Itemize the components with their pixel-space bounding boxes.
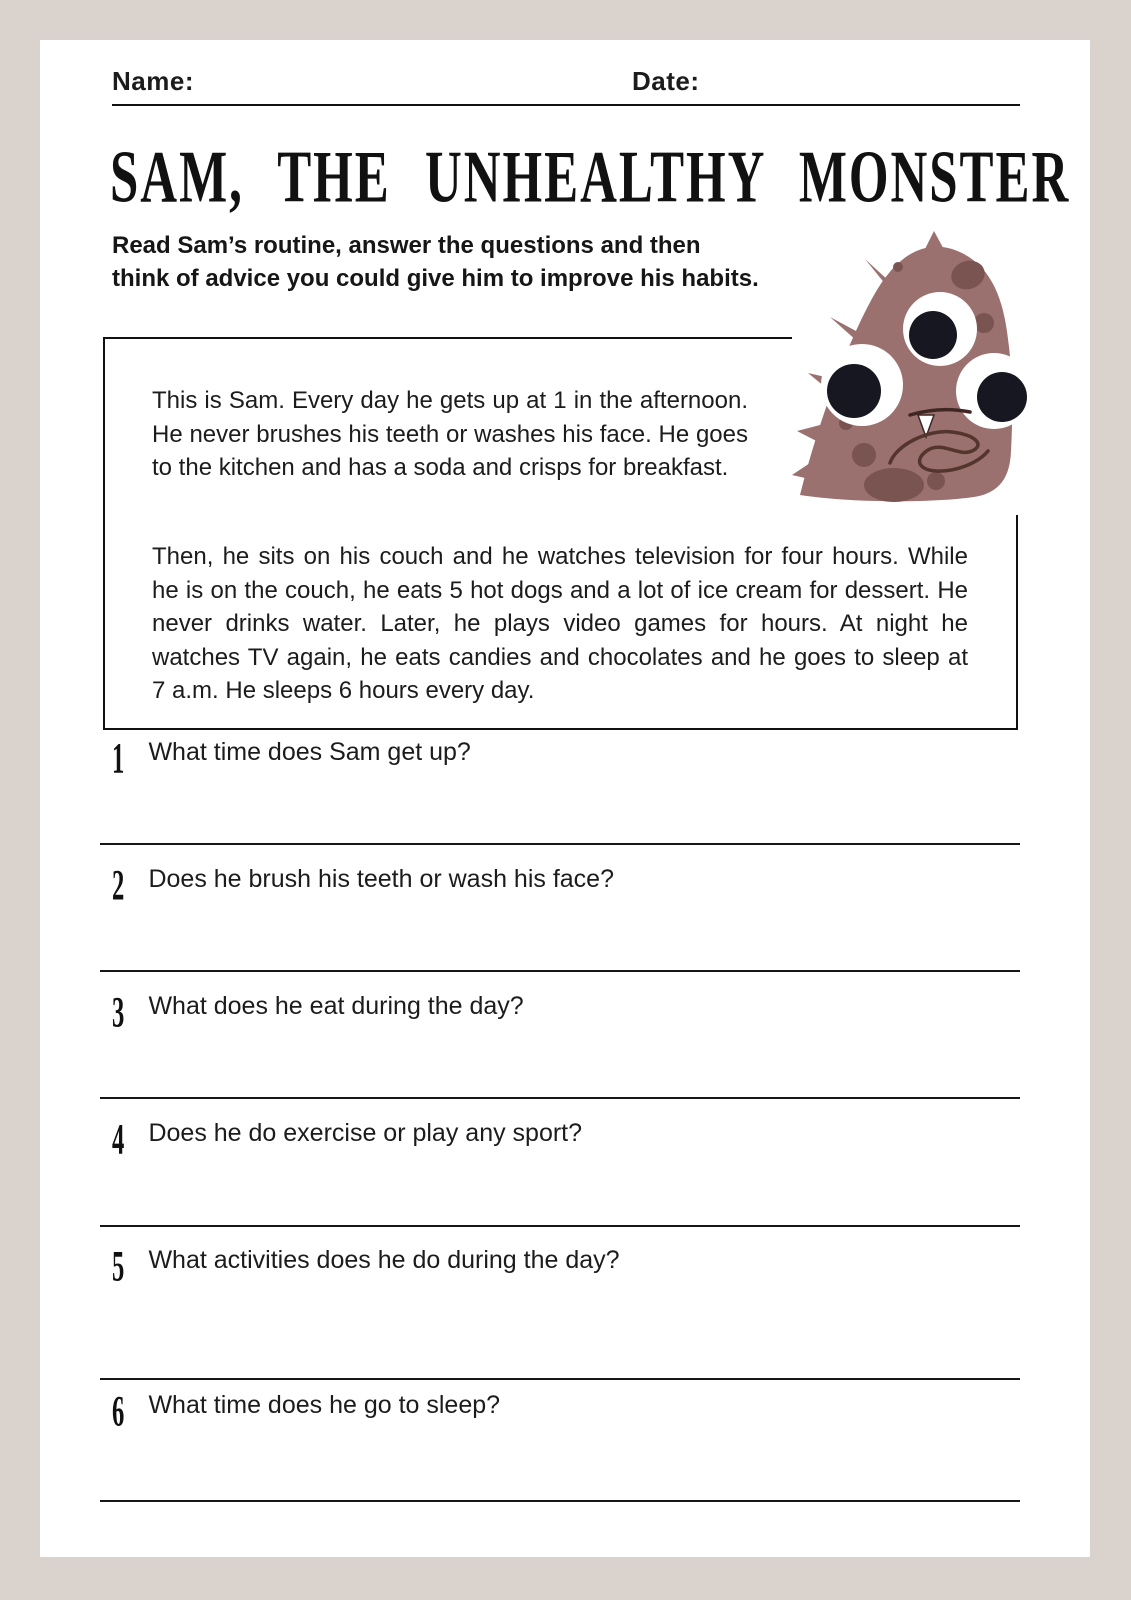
question-2-number: 2	[112, 862, 125, 910]
three-eyed-monster-icon	[792, 223, 1040, 515]
answer-line-2	[100, 970, 1020, 972]
question-4-number: 4	[112, 1116, 125, 1164]
question-3	[112, 989, 1032, 1037]
answer-line-6	[100, 1500, 1020, 1502]
question-1-number: 1	[112, 735, 125, 783]
question-5	[112, 1243, 1032, 1291]
answer-line-5	[100, 1378, 1020, 1380]
question-5-text: What activities does he do during the day?	[148, 1246, 620, 1274]
instructions-line-1: Read Sam’s routine, answer the questions and then	[112, 232, 701, 259]
question-6-text: What time does he go to sleep?	[148, 1391, 501, 1419]
passage-paragraph-1: This is Sam. Every day he gets up at 1 in the afternoon. He never brushes his teeth or washes his face. He goes to the kitchen and has a soda and crisps for breakfast.	[152, 387, 748, 481]
question-3-text: What does he eat during the day?	[148, 992, 524, 1020]
question-4-text: Does he do exercise or play any sport?	[148, 1119, 583, 1147]
question-4	[112, 1116, 1032, 1164]
question-1-text: What time does Sam get up?	[148, 738, 471, 766]
passage-paragraph-2: Then, he sits on his couch and he watches television for four hours. While he is on the couch, he eats 5 hot dogs and a lot of ice cream for dessert. He never drinks water. Later, he plays video games for hours. At night he watches TV again, he eats candies and chocolates and he goes to sleep at 7 a.m. He sleeps 6 hours every day.	[152, 543, 968, 704]
instructions-line-2: think of advice you could give him to improve his habits.	[112, 265, 759, 292]
name-date-writing-line	[112, 104, 1020, 106]
question-2	[112, 862, 1032, 910]
question-5-number: 5	[112, 1243, 125, 1291]
worksheet-page	[40, 40, 1090, 1557]
question-2-text: Does he brush his teeth or wash his face?	[148, 865, 614, 893]
monster-illustration	[792, 223, 1040, 515]
question-1	[112, 735, 1032, 783]
question-6	[112, 1388, 1032, 1436]
question-3-number: 3	[112, 989, 125, 1037]
date-label: Date:	[632, 66, 700, 96]
page-title: SAM, THE UNHEALTHY MONSTER	[110, 137, 1071, 219]
answer-line-4	[100, 1225, 1020, 1227]
answer-line-1	[100, 843, 1020, 845]
name-label: Name:	[112, 66, 194, 96]
instructions-text	[112, 229, 759, 295]
answer-line-3	[100, 1097, 1020, 1099]
question-6-number: 6	[112, 1388, 125, 1436]
